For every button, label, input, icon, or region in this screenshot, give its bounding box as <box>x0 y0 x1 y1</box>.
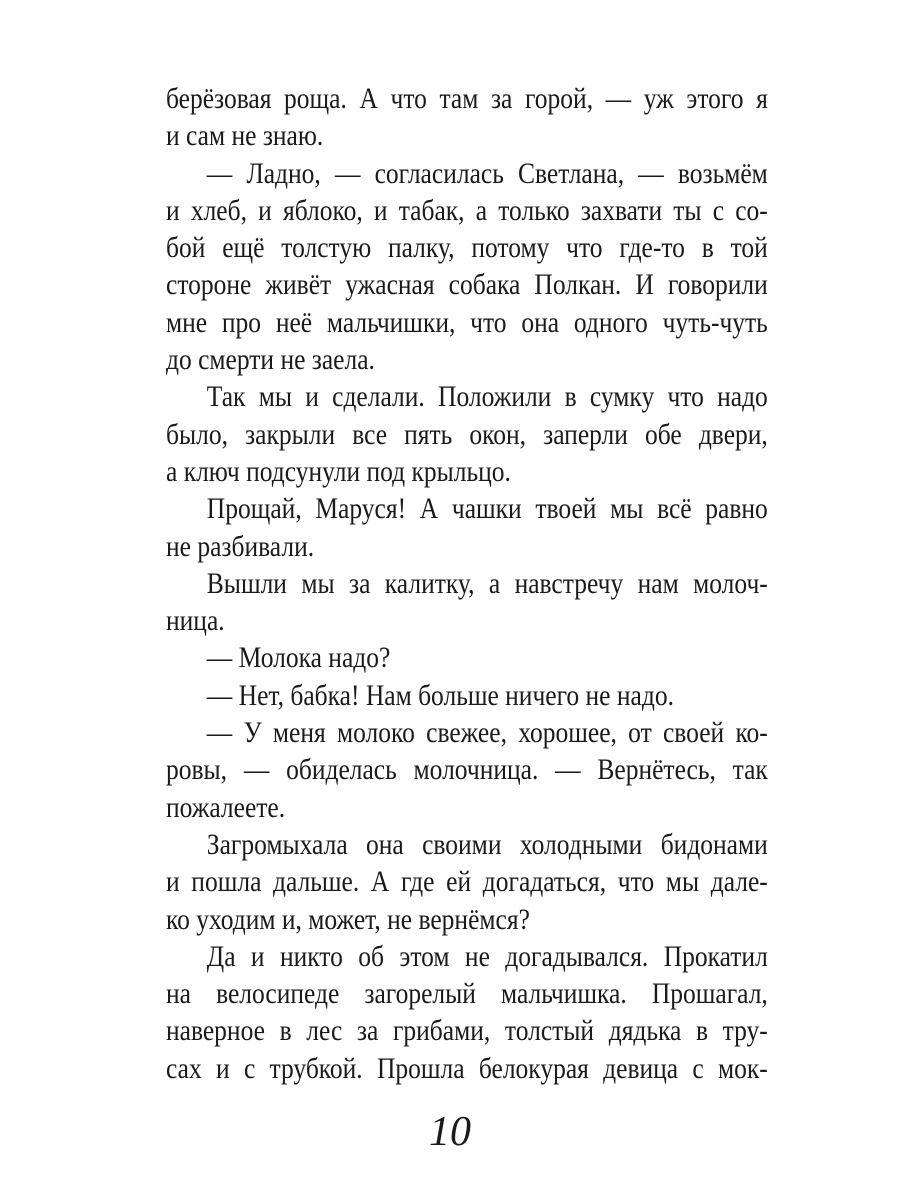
text-line: Вышли мы за калитку, а навстречу нам молоч- <box>206 566 768 600</box>
text-line: ко уходим и, может, не вернёмся? <box>166 902 530 936</box>
text-line: Загромыхала она своими холодными бидонами <box>206 827 768 861</box>
text-line: ница. <box>166 604 225 638</box>
text-line: не разбивали. <box>166 529 315 563</box>
text-line: — Молока надо? <box>206 641 391 675</box>
text-line: мне про неё мальчишки, что она одного чуть-чуть <box>166 305 768 339</box>
text-line: берёзовая роща. А что там за горой, — уж этого я <box>166 82 768 115</box>
text-line: — Ладно, — согласилась Светлана, — возьмём <box>206 156 768 190</box>
body-text <box>166 80 768 1087</box>
text-line: и сам не знаю. <box>166 119 324 153</box>
text-line: сах и с трубкой. Прошла белокурая девица с мок- <box>166 1051 768 1085</box>
text-line: Прощай, Маруся! А чашки твоей мы всё равно <box>206 492 768 526</box>
text-line: на велосипеде загорелый мальчишка. Прошагал, <box>166 977 768 1011</box>
text-line: наверное в лес за грибами, толстый дядька в тру- <box>166 1014 768 1048</box>
text-line: и пошла дальше. А где ей догадаться, что мы дале- <box>166 865 768 899</box>
text-line: а ключ подсунули под крыльцо. <box>166 454 511 488</box>
text-line: — Нет, бабка! Нам больше ничего не надо. <box>206 678 674 712</box>
text-line: Так мы и сделали. Положили в сумку что надо <box>206 380 768 414</box>
text-line: до смерти не заела. <box>166 343 375 377</box>
text-line: ровы, — обиделась молочница. — Вернётесь, так <box>166 753 768 787</box>
text-line: пожалеете. <box>166 790 286 824</box>
page-number: 10 <box>429 1109 471 1155</box>
text-line: и хлеб, и яблоко, и табак, а только захвати ты с со- <box>166 193 768 227</box>
text-line: бой ещё толстую палку, потому что где-то в той <box>166 231 768 265</box>
text-line: стороне живёт ужасная собака Полкан. И говорили <box>166 268 768 302</box>
text-line: было, закрыли все пять окон, заперли обе двери, <box>166 417 768 451</box>
text-line: — У меня молоко свежее, хорошее, от своей ко- <box>206 716 768 750</box>
text-line: Да и никто об этом не догадывался. Прокатил <box>206 939 768 973</box>
